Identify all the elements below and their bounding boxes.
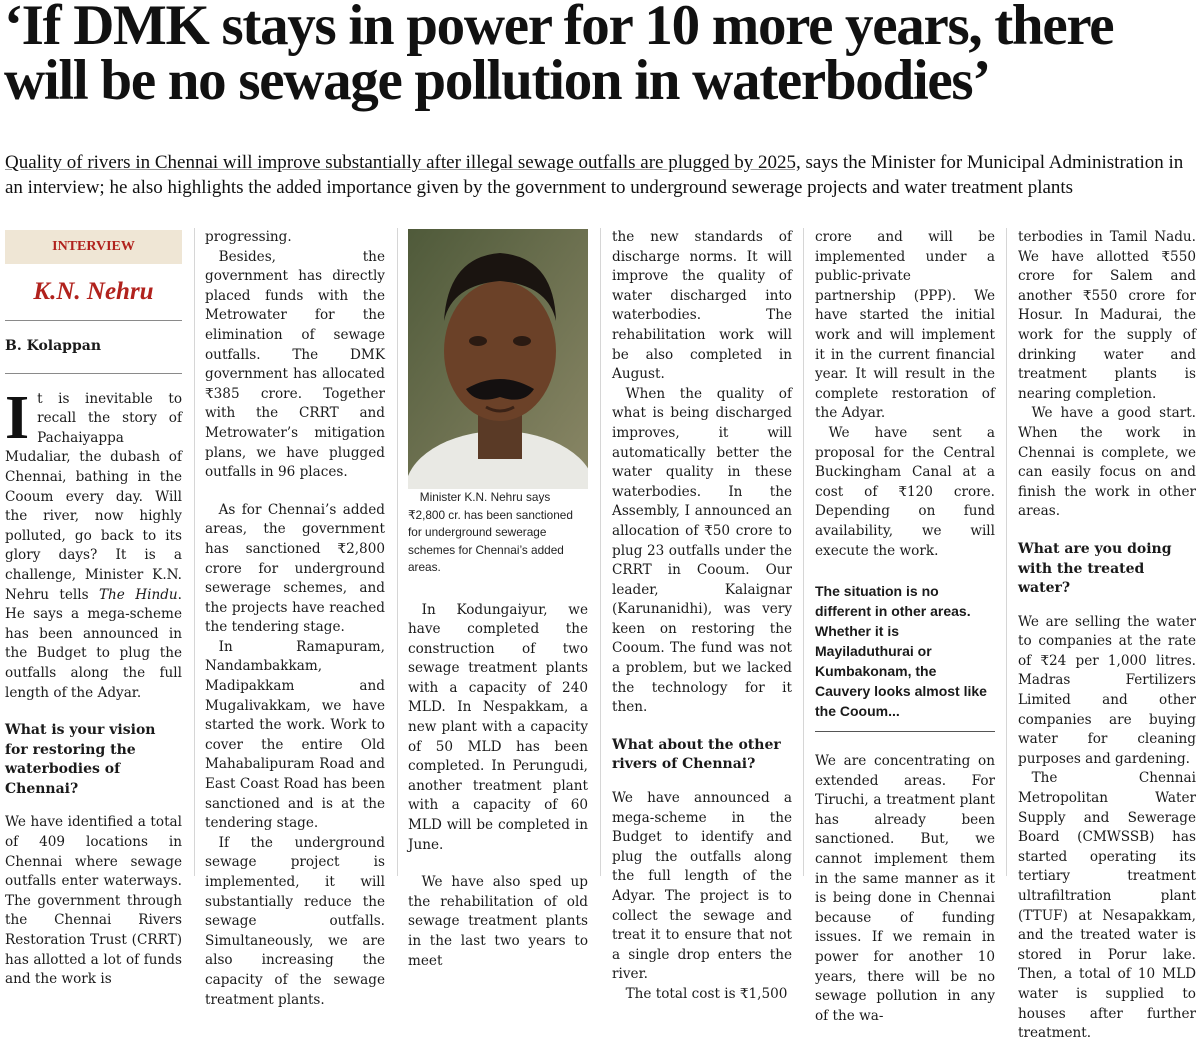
- intro-paragraph: [5, 383, 182, 704]
- paragraph: crore and will be implemented under a public-private partnership (PPP). We have started the initial work and will implement it in the current financial year. It will result in the complete restoration of the Adyar.: [815, 229, 995, 422]
- paragraph: The Chennai Metropolitan Water Supply and Sewerage Board (CMWSSB) has started operating its tertiary treatment ultrafiltration plant (TTUF) at Nesapakkam, and the treated water is stored in Porur lake. Then, a total of 10 MLD water is supplied to houses after further treatment.: [1018, 770, 1196, 1042]
- article-column-4: [612, 228, 792, 1005]
- paragraph: We have also sped up the rehabilitation of old sewage treatment plants in the last two years to meet: [408, 874, 588, 969]
- article-column-2: [205, 228, 385, 1010]
- paragraph: The total cost is ₹1,500: [625, 985, 788, 1002]
- paragraph: We have sent a proposal for the Central Buckingham Canal at a cost of ₹120 crore. Depending on fund availability, we will execute the work.: [815, 424, 995, 559]
- divider: [5, 320, 182, 321]
- portrait-photo: [408, 229, 588, 489]
- paragraph: We have a good start. When the work in Chennai is complete, we can easily focus on and finish the work in other areas.: [1018, 405, 1196, 520]
- standfirst-underlined: Quality of rivers in Chennai will improve substantially after illegal sewage outfalls are plugged by 2025,: [5, 152, 801, 173]
- drop-cap: I: [5, 383, 30, 452]
- column-divider: [1006, 228, 1007, 876]
- question-heading: What are you doing with the treated water?: [1018, 540, 1172, 597]
- question-heading: What is your vision for restoring the waterbodies of Chennai?: [5, 722, 156, 797]
- paragraph: terbodies in Tamil Nadu. We have allotted ₹550 crore for Salem and another ₹550 crore for Hosur. In Madurai, the work for the supply of drinking water and treatment plants is nearing completion.: [1018, 229, 1196, 402]
- paragraph: Besides, the government has directly placed funds with the Metrowater for the elimination of sewage outfalls. The DMK government has allocated ₹385 crore. Together with the CRRT and Metrowater’s mitigation plans, we have plugged outfalls in 96 places.: [205, 248, 385, 481]
- intro-text-cont: . He says a mega-scheme has been announced in the Budget to plug the outfalls along the full length of the Adyar.: [5, 586, 182, 701]
- column-divider: [397, 228, 398, 876]
- article-column-3: [408, 228, 588, 971]
- paragraph: When the quality of what is being discharged improves, it will automatically better the water quality in these waterbodies. In the Assembly, I announced an allocation of ₹50 crore to plug 23 outfalls under the CRRT in Cooum. Our leader, Kalaignar (Karunanidhi), was very keen on restoring the Cooum. The fund was not a problem, but we lacked the technology for it then.: [612, 385, 792, 716]
- answer-paragraph: We are selling the water to companies at the rate of ₹24 per 1,000 litres. Madras Fertilizers Limited and other companies are buying water for cleaning purposes and gardening.: [1018, 613, 1196, 767]
- answer-paragraph: We have announced a mega-scheme in the Budget to identify and plug the outfalls along the full length of the Adyar. The project is to collect the sewage and treat it to ensure that not a single drop enters the river.: [612, 790, 792, 983]
- article-column-6: [1018, 228, 1196, 1044]
- byline: B. Kolappan: [5, 338, 101, 354]
- standfirst: [5, 150, 1197, 200]
- column-divider: [194, 228, 195, 876]
- paragraph: In Ramapuram, Nandambakkam, Madipakkam and Mugalivakkam, we have started the work. Work to cover the entire Old Mahabalipuram Road and East Coast Road has been sanctioned and is at the tendering stage.: [205, 638, 385, 832]
- answer-paragraph: We have identified a total of 409 locations in Chennai where sewage outfalls enter waterways. The government through the Chennai Rivers Restoration Trust (CRRT) has allotted a lot of funds and the work is: [5, 814, 182, 988]
- question-heading: What about the other rivers of Chennai?: [612, 736, 781, 773]
- article-column-5: [815, 228, 995, 1026]
- paragraph: the new standards of discharge norms. It will improve the quality of water discharged into waterbodies. The rehabilitation work will be also completed in August.: [612, 229, 792, 383]
- column-divider: [803, 228, 804, 876]
- standfirst-rest: says the Minister for Municipal Administration in an interview; he also highlights the added importance given by the government to underground sewerage projects and water treatment plants: [5, 152, 1184, 198]
- paragraph: progressing.: [205, 229, 292, 245]
- pull-quote: The situation is no different in other areas. Whether it is Mayiladuthurai or Kumbakonam, the Cauvery looks almost like the Cooum...: [815, 583, 987, 720]
- photo-caption: Minister K.N. Nehru says ₹2,800 cr. has been sanctioned for underground sewerage schemes for Chennai’s added areas.: [408, 490, 573, 574]
- interview-kicker: INTERVIEW: [5, 230, 182, 264]
- interviewee-name: K.N. Nehru: [33, 278, 154, 305]
- pull-quote-rule: [815, 731, 995, 732]
- publication-name: The Hindu: [98, 586, 178, 603]
- portrait-image: [408, 229, 588, 489]
- intro-text: t is inevitable to recall the story of Pachaiyappa Mudaliar, the dubash of Chennai, bathing in the Cooum every day. Will the river, now highly polluted, go back to its glory days? It is a challenge, Minister K.N. Nehru tells: [5, 390, 182, 603]
- paragraph: We are concentrating on extended areas. For Tiruchi, a treatment plant has already been sanctioned. But, we cannot implement them in the same manner as it is being done in Chennai because of funding issues. If we remain in power for another 10 years, there will be no sewage pollution in any of the wa-: [815, 753, 995, 1024]
- headline: ‘If DMK stays in power for 10 more years, there will be no sewage pollution in waterbodies’: [4, 0, 1114, 112]
- column-divider: [600, 228, 601, 876]
- divider: [5, 373, 182, 374]
- paragraph: As for Chennai’s added areas, the government has sanctioned ₹2,800 crore for underground sewerage schemes, and the projects have reached the tendering stage.: [205, 501, 385, 636]
- paragraph: In Kodungaiyur, we have completed the construction of two sewage treatment plants with a capacity of 240 MLD. In Nespakkam, a new plant with a capacity of 50 MLD has been completed. In Perungudi, another treatment plant with a capacity of 60 MLD will be completed in June.: [408, 601, 588, 853]
- paragraph: If the underground sewage project is implemented, it will substantially reduce the sewage outfalls. Simultaneously, we are also increasing the capacity of the sewage treatment plants.: [205, 834, 385, 1008]
